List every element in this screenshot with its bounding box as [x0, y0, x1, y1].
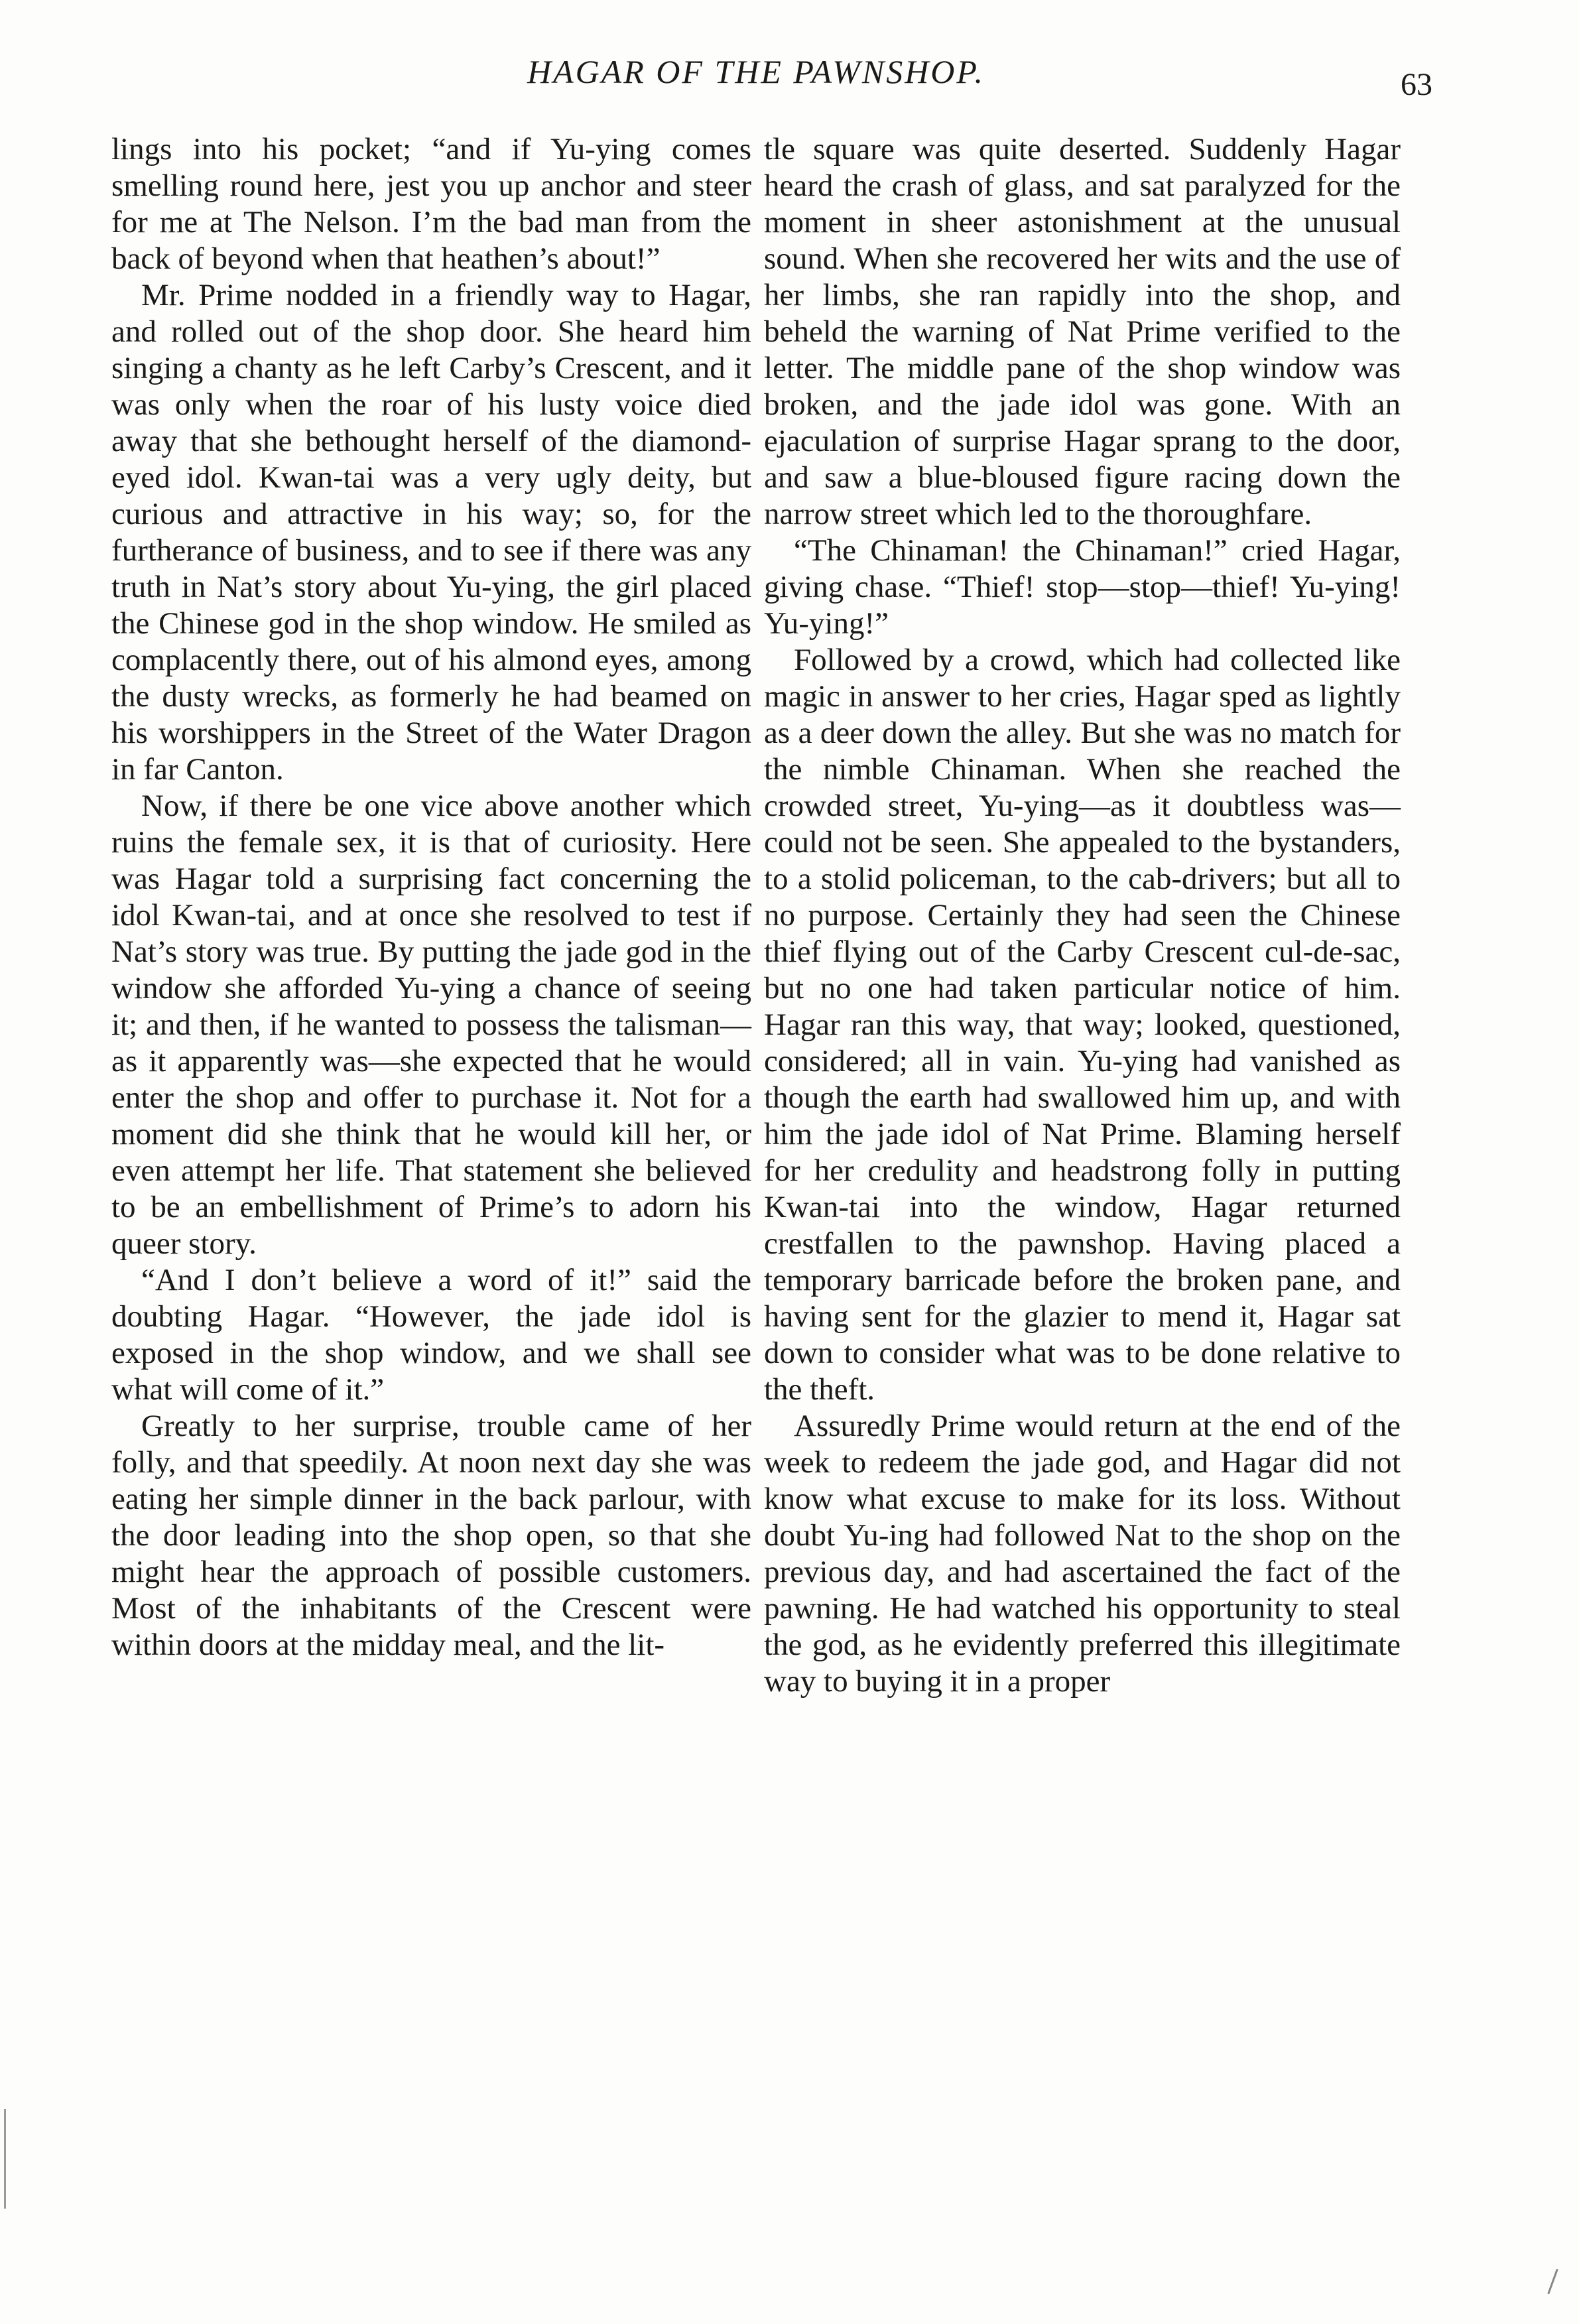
left-column — [111, 131, 751, 1663]
right-column — [764, 131, 1401, 1700]
paragraph: Mr. Prime nodded in a friendly way to Hagar, and rolled out of the shop door. She heard him singing a chanty as he left Carby’s Crescent, and it was only when the roar of his lusty voice died away that she bethought herself of the diamond-eyed idol. Kwan-tai was a very ugly deity, but curious and attractive in his way; so, for the furtherance of business, and to see if there was any truth in Nat’s story about Yu-ying, the girl placed the Chinese god in the shop window. He smiled as complacently there, out of his almond eyes, among the dusty wrecks, as formerly he had beamed on his worshippers in the Street of the Water Dragon in far Canton. — [111, 278, 751, 787]
paragraph: “The Chinaman! the Chinaman!” cried Hagar, giving chase. “Thief! stop—stop—thief! Yu-ying! Yu-ying!” — [764, 533, 1401, 641]
paragraph: Assuredly Prime would return at the end of the week to redeem the jade god, and Hagar did not know what excuse to make for its loss. Without doubt Yu-ing had followed Nat to the shop on the previous day, and had ascertained the fact of the pawning. He had watched his opportunity to steal the god, as he evidently preferred this illegitimate way to buying it in a proper — [764, 1409, 1401, 1699]
paragraph: Greatly to her surprise, trouble came of her folly, and that speedily. At noon next day she was eating her simple dinner in the back parlour, with the door leading into the shop open, so that she might hear the approach of possible customers. Most of the inhabitants of the Crescent were within doors at the midday meal, and the lit- — [111, 1409, 751, 1662]
paragraph: “And I don’t believe a word of it!” said the doubting Hagar. “However, the jade idol is exposed in the shop window, and we shall see what will come of it.” — [111, 1263, 751, 1407]
paragraph: Now, if there be one vice above another which ruins the female sex, it is that of curiosity. Here was Hagar told a surprising fact concerning the idol Kwan-tai, and at once she resolved to test if Nat’s story was true. By putting the jade god in the window she afforded Yu-ying a chance of seeing it; and then, if he wanted to possess the talisman—as it apparently was—she expected that he would enter the shop and offer to purchase it. Not for a moment did she think that he would kill her, or even attempt her life. That statement she believed to be an embellishment of Prime’s to adorn his queer story. — [111, 789, 751, 1261]
paragraph: Followed by a crowd, which had collected like magic in answer to her cries, Hagar sped as lightly as a deer down the alley. But she was no match for the nimble Chinaman. When she reached the crowded street, Yu-ying—as it doubtless was—could not be seen. She appealed to the bystanders, to a stolid policeman, to the cab-drivers; but all to no purpose. Certainly they had seen the Chinese thief flying out of the Carby Crescent cul-de-sac, but no one had taken particular notice of him. Hagar ran this way, that way; looked, questioned, considered; all in vain. Yu-ying had vanished as though the earth had swallowed him up, and with him the jade idol of Nat Prime. Blaming herself for her credulity and headstrong folly in putting Kwan-tai into the window, Hagar returned crestfallen to the pawnshop. Having placed a temporary barricade before the broken pane, and having sent for the glazier to mend it, Hagar sat down to consider what was to be done relative to the theft. — [764, 643, 1401, 1407]
running-title: HAGAR OF THE PAWNSHOP. — [527, 53, 985, 90]
scan-edge-mark — [4, 2109, 6, 2209]
paragraph: tle square was quite deserted. Suddenly Hagar heard the crash of glass, and sat paralyzed for the moment in sheer astonishment at the unusual sound. When she recovered her wits and the use of her limbs, she ran rapidly into the shop, and beheld the warning of Nat Prime verified to the letter. The middle pane of the shop window was broken, and the jade idol was gone. With an ejaculation of surprise Hagar sprang to the door, and saw a blue-bloused figure racing down the narrow street which led to the thoroughfare. — [764, 132, 1401, 531]
scan-speck — [1547, 2269, 1558, 2295]
page-number: 63 — [1401, 67, 1432, 102]
paragraph: lings into his pocket; “and if Yu-ying comes smelling round here, jest you up anchor and steer for me at The Nelson. I’m the bad man from the back of beyond when that heathen’s about!” — [111, 132, 751, 276]
